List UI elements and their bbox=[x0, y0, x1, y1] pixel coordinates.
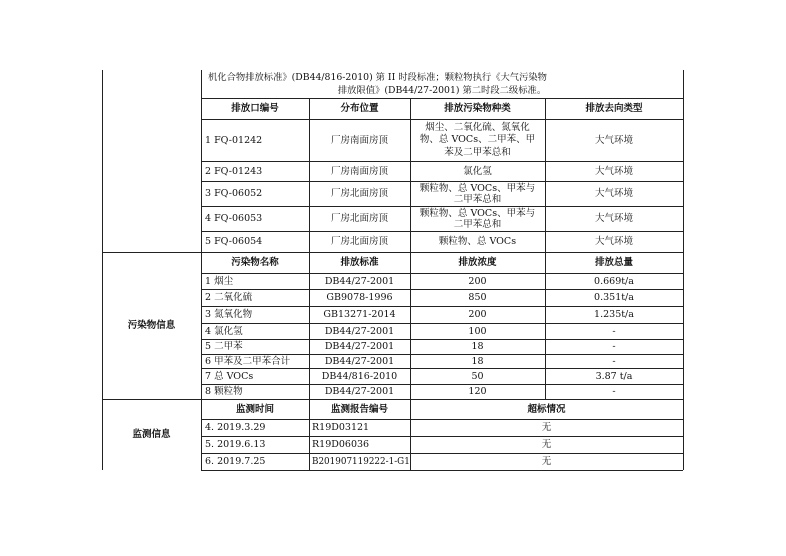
pollutant-total: 0.351t/a bbox=[594, 292, 634, 303]
outlet-header-location: 分布位置 bbox=[340, 103, 379, 114]
outlet-pollutants-line: 二甲苯总和 bbox=[453, 219, 502, 230]
pollutant-concentration: 200 bbox=[468, 275, 487, 287]
pollutant-concentration: 18 bbox=[471, 341, 484, 352]
rule bbox=[201, 470, 683, 471]
outlet-header-id: 排放口编号 bbox=[231, 103, 279, 114]
outlet-destination: 大气环境 bbox=[594, 134, 633, 146]
monitoring-exceed: 无 bbox=[541, 456, 552, 467]
pollutant-header-concentration: 排放浓度 bbox=[458, 257, 497, 268]
outlet-location: 厂房南面房顶 bbox=[330, 134, 388, 146]
pollutant-concentration: 100 bbox=[468, 325, 487, 337]
outlet-pollutants-line: 烟尘、二氧化硫、氮氧化 bbox=[425, 121, 530, 133]
pollutant-total: 0.669t/a bbox=[594, 275, 634, 287]
monitoring-report: R19D03121 bbox=[312, 422, 370, 433]
pollutant-concentration: 50 bbox=[471, 370, 484, 382]
pollutant-name: 4 氯化氢 bbox=[205, 325, 243, 337]
pollutant-total: 3.87 t/a bbox=[595, 370, 633, 382]
pollutant-concentration: 200 bbox=[468, 309, 487, 320]
monitoring-header-exceed: 超标情况 bbox=[527, 403, 566, 415]
pollutant-header-standard: 排放标准 bbox=[340, 257, 379, 268]
outlet-destination: 大气环境 bbox=[594, 213, 633, 224]
pollutant-standard: DB44/27-2001 bbox=[324, 325, 395, 337]
outlet-pollutants-line: 物、总 VOCs、二甲苯、甲 bbox=[419, 134, 536, 146]
outlet-pollutants-line: 颗粒物、总 VOCs、甲苯与 bbox=[419, 207, 536, 219]
outlet-header-pollutants: 排放污染物种类 bbox=[444, 103, 511, 114]
pollutant-concentration: 120 bbox=[468, 386, 487, 397]
outlet-id: 4 FQ-06053 bbox=[205, 213, 263, 224]
pollutant-name: 5 二甲苯 bbox=[205, 341, 243, 352]
pollutant-header-total: 排放总量 bbox=[594, 257, 633, 268]
pollutant-name: 7 总 VOCs bbox=[205, 370, 254, 382]
outlet-destination: 大气环境 bbox=[594, 188, 633, 199]
pollutant-standard: DB44/27-2001 bbox=[324, 341, 395, 352]
monitoring-header-report: 监测报告编号 bbox=[330, 403, 388, 415]
monitoring-section-label: 监测信息 bbox=[132, 429, 171, 440]
pollutant-standard: DB44/27-2001 bbox=[324, 275, 395, 287]
table-border-right bbox=[683, 70, 684, 470]
outlet-location: 厂房北面房顶 bbox=[330, 213, 388, 224]
outlet-pollutants-line: 颗粒物、总 VOCs、甲苯与 bbox=[419, 182, 536, 194]
outlet-destination: 大气环境 bbox=[594, 236, 633, 247]
outlet-pollutants: 颗粒物、总 VOCs bbox=[438, 236, 517, 247]
outlet-destination: 大气环境 bbox=[594, 165, 633, 177]
outlet-id: 2 FQ-01243 bbox=[205, 165, 263, 177]
pollutant-total: - bbox=[612, 355, 616, 367]
pollutant-standard: DB44/27-2001 bbox=[324, 386, 395, 397]
pollutant-total: 1.235t/a bbox=[594, 309, 634, 320]
monitoring-time: 4. 2019.3.29 bbox=[205, 422, 266, 433]
outlet-id: 5 FQ-06054 bbox=[205, 236, 263, 247]
monitoring-exceed: 无 bbox=[541, 422, 552, 433]
outlet-pollutants-line: 二甲苯总和 bbox=[453, 194, 502, 205]
monitoring-time: 6. 2019.7.25 bbox=[205, 456, 266, 467]
pollutant-name: 6 甲苯及二甲苯合计 bbox=[205, 355, 291, 367]
pollutant-standard: GB9078-1996 bbox=[326, 292, 393, 303]
intro-line-1: 机化合物排放标准》(DB44/816-2010) 第 II 时段标准；颗粒物执行《大气污染物 bbox=[208, 71, 547, 83]
outlet-location: 厂房北面房顶 bbox=[330, 188, 388, 199]
pollutant-name: 8 颗粒物 bbox=[205, 386, 243, 397]
pollutant-header-name: 污染物名称 bbox=[231, 257, 279, 268]
pollutant-total: - bbox=[612, 325, 616, 337]
outlet-pollutants bbox=[410, 120, 545, 161]
pollutant-concentration: 850 bbox=[468, 292, 487, 303]
pollutant-name: 3 氮氧化物 bbox=[205, 309, 253, 320]
monitoring-report: R19D06036 bbox=[312, 439, 370, 450]
pollutant-total: - bbox=[612, 341, 616, 352]
pollutant-name: 2 二氧化硫 bbox=[205, 292, 253, 303]
pollutant-standard: DB44/816-2010 bbox=[321, 370, 398, 382]
intro-line-2: 排放限值》(DB44/27-2001) 第二时段二级标准。 bbox=[337, 84, 547, 96]
monitoring-exceed: 无 bbox=[541, 439, 552, 450]
outlet-location: 厂房北面房顶 bbox=[330, 236, 388, 247]
outlet-pollutants: 氯化氢 bbox=[463, 165, 492, 177]
pollutant-concentration: 18 bbox=[471, 355, 484, 367]
pollutant-standard: GB13271-2014 bbox=[323, 309, 396, 320]
pollutant-standard: DB44/27-2001 bbox=[324, 355, 395, 367]
monitoring-header-time: 监测时间 bbox=[235, 403, 274, 415]
outlet-pollutants bbox=[410, 207, 545, 231]
outlet-id: 1 FQ-01242 bbox=[205, 134, 263, 146]
outlet-pollutants-line: 苯及二甲苯总和 bbox=[444, 146, 511, 158]
outlet-pollutants bbox=[410, 182, 545, 206]
monitoring-time: 5. 2019.6.13 bbox=[205, 439, 266, 450]
monitoring-report: B201907119222-1-G1 bbox=[312, 457, 410, 467]
pollutant-section-label: 污染物信息 bbox=[127, 320, 176, 331]
pollutant-name: 1 烟尘 bbox=[205, 275, 234, 287]
outlet-location: 厂房南面房顶 bbox=[330, 165, 388, 177]
outlet-id: 3 FQ-06052 bbox=[205, 188, 263, 199]
pollutant-total: - bbox=[612, 386, 616, 397]
outlet-header-destination: 排放去向类型 bbox=[585, 103, 643, 114]
